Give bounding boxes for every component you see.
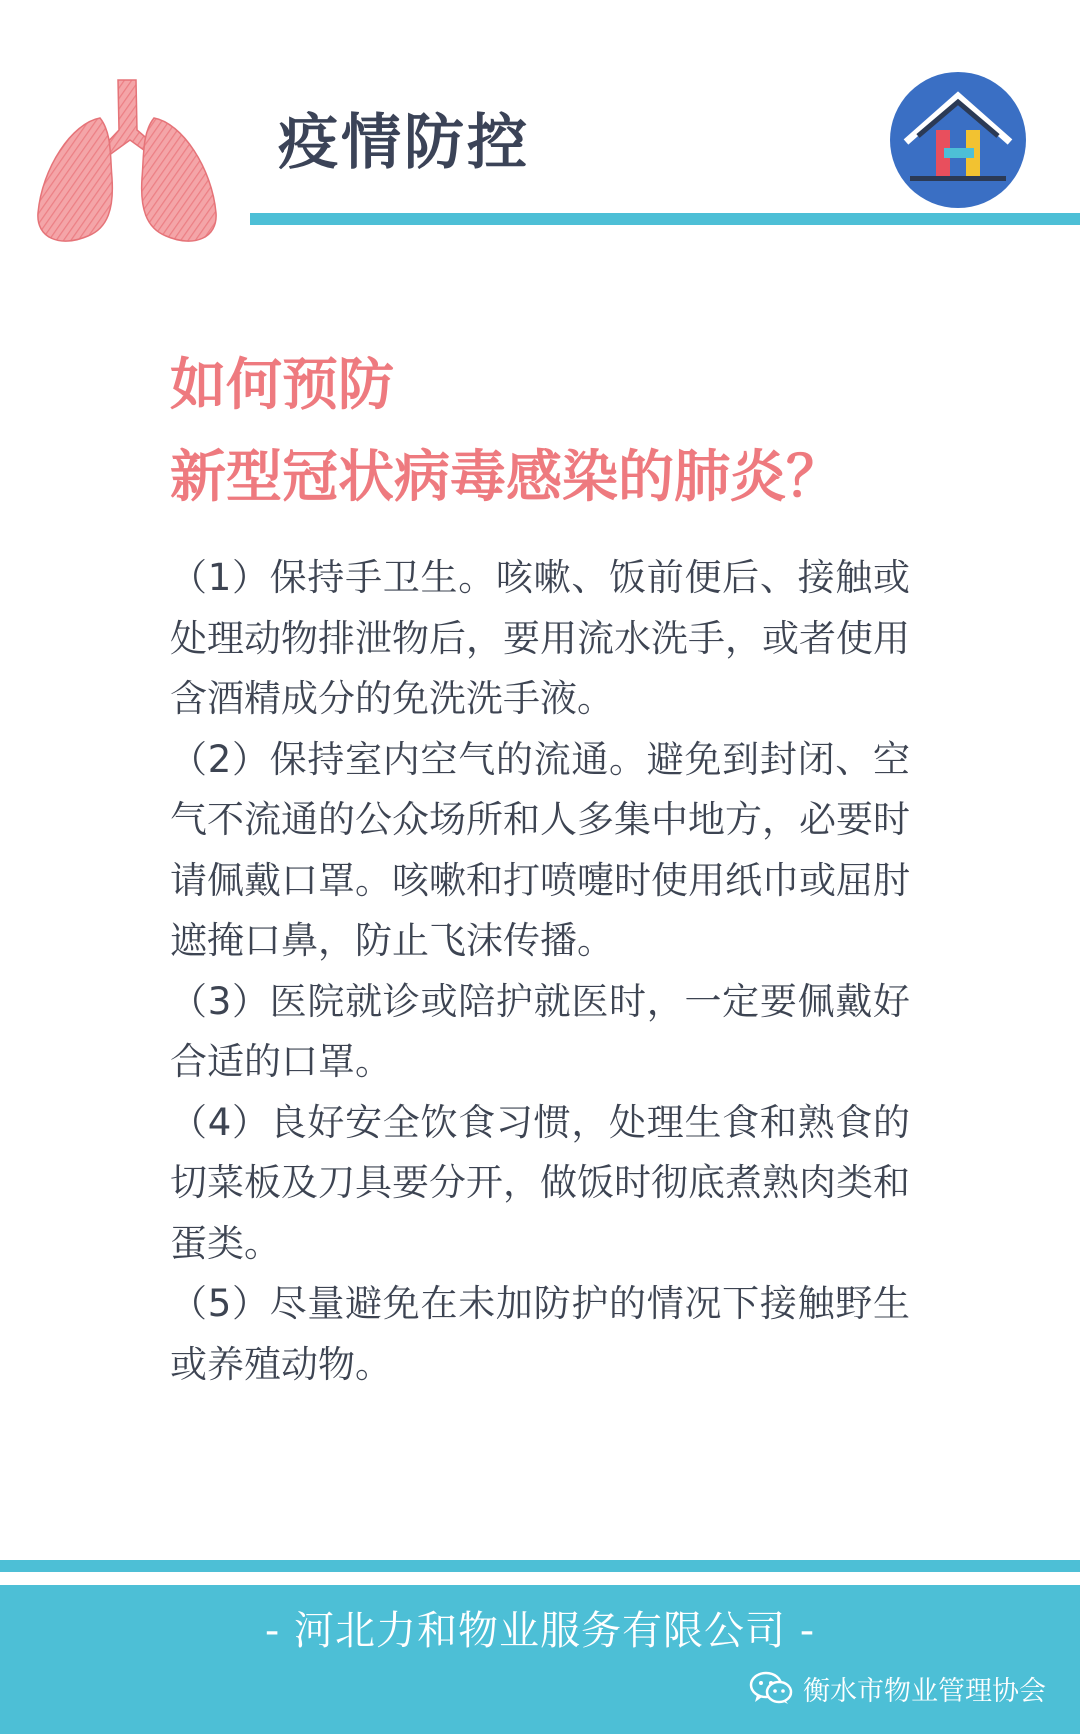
tip-2: （2）保持室内空气的流通。避免到封闭、空气不流通的公众场所和人多集中地方，必要时请佩戴口罩。咳嗽和打喷嚏时使用纸巾或屈肘遮掩口鼻，防止飞沫传播。 (170, 737, 910, 962)
header-title: 疫情防控 (278, 108, 530, 178)
watermark-text: 衡水市物业管理协会 (803, 1675, 1046, 1707)
house-h-logo-icon (888, 70, 1028, 210)
question-title-line-2: 新型冠状病毒感染的肺炎？ (170, 445, 842, 510)
tip-5: （5）尽量避免在未加防护的情况下接触野生或养殖动物。 (170, 1282, 910, 1386)
wechat-icon (749, 1671, 793, 1705)
tip-3: （3）医院就诊或陪护就医时，一定要佩戴好合适的口罩。 (170, 979, 910, 1083)
wechat-watermark (749, 1668, 1046, 1708)
tip-4: （4）良好安全饮食习惯，处理生食和熟食的切菜板及刀具要分开，做饭时彻底煮熟肉类和蛋类。 (170, 1100, 910, 1265)
footer-divider (0, 1560, 1080, 1572)
tip-1: （1）保持手卫生。咳嗽、饭前便后、接触或处理动物排泄物后，要用流水洗手，或者使用含酒精成分的免洗洗手液。 (170, 556, 910, 720)
header-divider (250, 213, 1080, 225)
question-title (170, 340, 1030, 524)
company-name: - 河北力和物业服务有限公司 - (264, 1608, 816, 1654)
lungs-icon (30, 78, 225, 253)
question-title-line-1: 如何预防 (170, 353, 394, 418)
prevention-tips (170, 548, 910, 1395)
